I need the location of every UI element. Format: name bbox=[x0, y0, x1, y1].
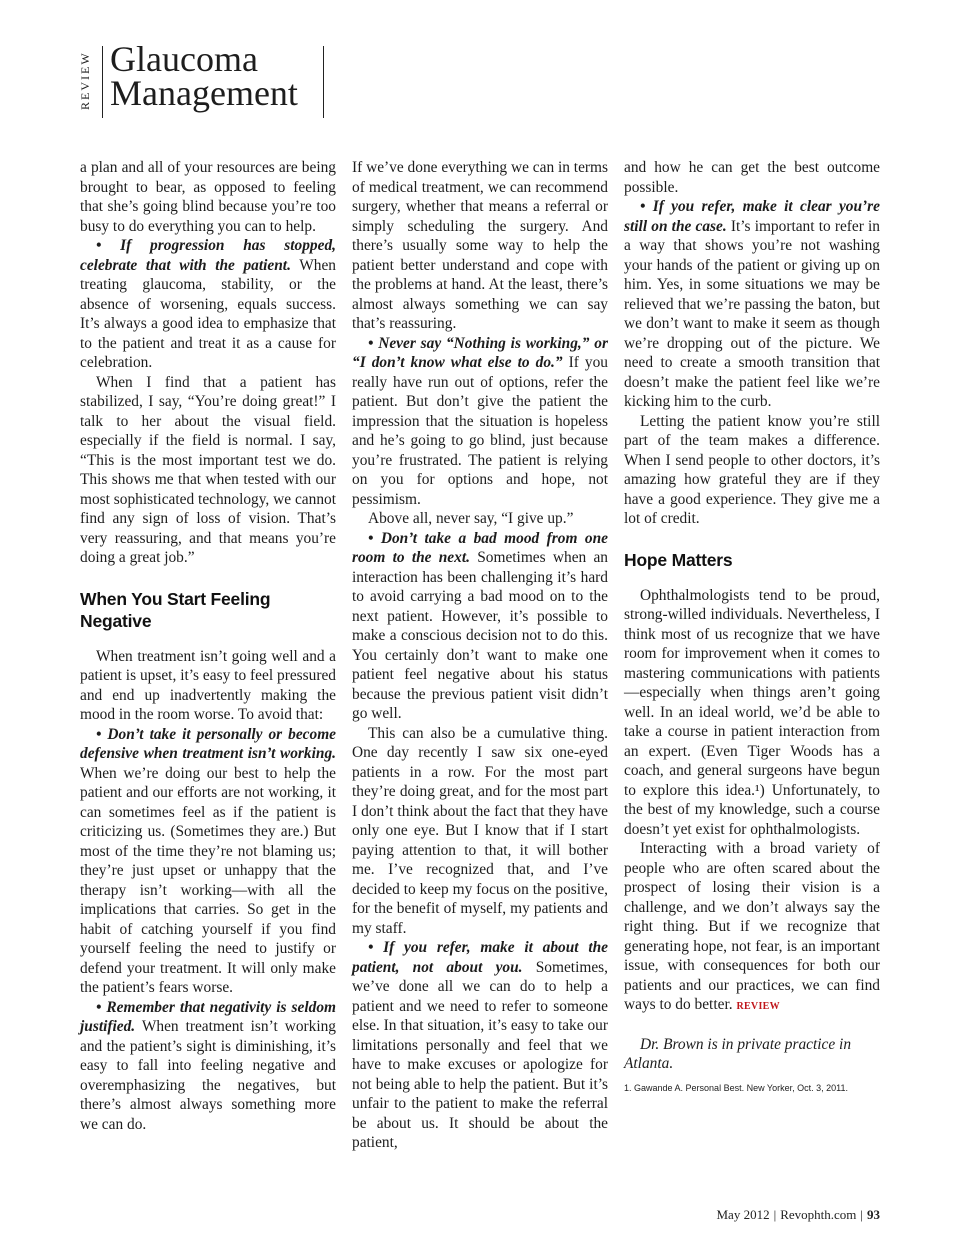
footnote: 1. Gawande A. Personal Best. New Yorker, Oct. 3, 2011. bbox=[624, 1082, 848, 1093]
paragraph-body: Interacting with a broad variety of people who are often scared about the prospect of losing their vision is a challenge, and we don’t always say the right thing. But if we recognize that generating hope, not fear, is an important issue, with consequences for both our patients and our practices, we can find ways to do better. bbox=[624, 840, 880, 1013]
website: Revophth.com bbox=[780, 1207, 857, 1222]
paragraph: and how he can get the best outcome possible. bbox=[624, 159, 880, 196]
author-bio: Dr. Brown is in private practice in Atlanta. bbox=[624, 1035, 852, 1072]
run-in-lead: • If you refer, make it about the patient, not about you. bbox=[352, 939, 608, 976]
column-2 bbox=[352, 158, 608, 1153]
column-1 bbox=[80, 158, 336, 1134]
paragraph bbox=[352, 334, 608, 510]
run-in-lead: • If you refer, make it clear you’re still on the case. bbox=[624, 198, 880, 235]
paragraph: Above all, never say, “I give up.” bbox=[368, 510, 574, 527]
paragraph: Letting the patient know you’re still part of the team makes a difference. When I send people to other doctors, it’s amazing how grateful they are if they have a good experience. They give me a lot of credit. bbox=[624, 412, 880, 527]
paragraph-body: If you really have run out of options, refer the patient. But don’t give the patient the impression that the situation is hopeless and he’s going to go blind, just because you’re frustrated. The patient is relying on you for options and hope, not pessimism. bbox=[352, 354, 608, 508]
paragraph: This can also be a cumulative thing. One day recently I saw six one-eyed patients in a row. For the most part they’re doing great, and for the most part I don’t think about the fact that they have only one eye. But I know that if I start paying attention to that, it will bother me. I’ve recognized that, and I’ve decided to keep my focus on the positive, for the benefit of myself, my patients and my staff. bbox=[352, 724, 608, 937]
run-in-lead: • Remember that negativity is seldom justified. bbox=[80, 998, 336, 1035]
paragraph: When treatment isn’t going well and a patient is upset, it’s easy to feel pressured and end up inadvertently making the mood in the room worse. To avoid that: bbox=[80, 647, 336, 723]
column-3 bbox=[624, 158, 880, 1094]
end-of-article-mark: REVIEW bbox=[736, 1001, 780, 1012]
section-heading: Hope Matters bbox=[624, 549, 733, 570]
paragraph: When I find that a patient has stabilized, I say, “You’re doing great!” I talk to her about the visual field. especially if the field is normal. I say, “This is the most important test we do. This shows me that when tested with our most sophisticated technology, we cannot find any sign of loss of vision. That’s very reassuring, and that means you’re doing a great job.” bbox=[80, 373, 336, 566]
paragraph: If we’ve done everything we can in terms of medical treatment, we can recommend surgery, whether that means a referral or simply scheduling the surgery. And there’s usually some way to help the patient better understand and cope with the problems at hand. At the least, there’s almost always something we can say that’s reassuring. bbox=[352, 159, 608, 332]
paragraph: a plan and all of your resources are being brought to bear, as opposed to feeling that she’s going blind because you’re too busy to do everything you can to help. bbox=[80, 159, 336, 235]
paragraph-body: Sometimes when an interaction has been challenging it’s hard to avoid carrying a bad mood on to the next patient. However, it’s possible to make a conscious decision not to do this. You certainly don’t want to make one patient feel negative about his status because the previous patient visit didn’t go well. bbox=[352, 549, 608, 722]
folio bbox=[717, 1207, 881, 1223]
masthead-rule-left bbox=[102, 46, 103, 118]
masthead-rule-right bbox=[323, 46, 324, 118]
paragraph bbox=[80, 236, 336, 373]
run-in-lead: • Don’t take it personally or become defensive when treatment isn’t working. bbox=[80, 725, 336, 762]
title-line-2: Management bbox=[110, 73, 298, 113]
section-tag: REVIEW bbox=[78, 51, 92, 111]
paragraph-body: Sometimes, we’ve done all we can do to help a patient and we need to refer to someone else. In that situation, it’s easy to take our limitations personally and feel that we have to make excuses or apologize for not being able to help the patient. But it’s unfair to the patient to make the referral be about us. It should be about the patient, bbox=[352, 958, 608, 1151]
page-number: 93 bbox=[867, 1207, 880, 1222]
paragraph bbox=[624, 839, 880, 1017]
paragraph bbox=[352, 938, 608, 1153]
paragraph bbox=[352, 529, 608, 724]
paragraph-body: When treating glaucoma, stability, or the absence of worsening, equals success. It’s always a good idea to emphasize that to the patient and treat it as a cause for celebration. bbox=[80, 256, 336, 371]
paragraph-body: It’s important to refer in a way that shows you’re not washing your hands of the patient or giving up on him. Yes, in some situations we may be relieved that we’re passing the baton, but we don’t want to make it seem as though we’re dropping out of the picture. We need to create a smooth transition that doesn’t make the patient feel like we’re kicking him to the curb. bbox=[624, 217, 880, 410]
folio-separator: | bbox=[860, 1207, 863, 1222]
paragraph-body: When we’re doing our best to help the patient and our efforts are not working, it can sometimes feel as if the patient is criticizing us. (Sometimes they are.) But most of the time they’re not blaming us; they’re just upset or unhappy that the therapy isn’t working—with all the implications that carries. So get in the habit of catching yourself if you find yourself feeling the need to justify or defend your treatment. It will only make the patient’s fears worse. bbox=[80, 764, 336, 996]
run-in-lead: • Never say “Nothing is working,” or “I don’t know what else to do.” bbox=[352, 334, 608, 371]
paragraph bbox=[624, 197, 880, 412]
paragraph bbox=[80, 998, 336, 1135]
title-line-1: Glaucoma bbox=[110, 39, 258, 79]
section-heading: When You Start Feeling Negative bbox=[80, 588, 271, 631]
run-in-lead: • If progression has stopped, celebrate that with the patient. bbox=[80, 237, 336, 274]
paragraph-body: When treatment isn’t working and the patient’s sight is diminishing, it’s easy to fall into feeling negative and overemphasizing the negatives, but there’s almost always something more we can do. bbox=[80, 1018, 336, 1133]
issue-date: May 2012 bbox=[716, 1207, 770, 1222]
paragraph: Ophthalmologists tend to be proud, strong-willed individuals. Nevertheless, I think most of us recognize that we have room for improvement when it comes to mastering communications with patients—especially when things aren’t going well. In an ideal world, we’d be able to take a course in patient interaction from an expert. (Even Tiger Woods has a coach, and general surgeons have begun to explore this idea.¹) Unfortunately, to the best of my knowledge, such a course doesn’t yet exist for ophthalmologists. bbox=[624, 586, 880, 838]
run-in-lead: • Don’t take a bad mood from one room to the next. bbox=[352, 529, 608, 566]
folio-separator: | bbox=[773, 1207, 777, 1222]
paragraph bbox=[80, 725, 336, 998]
page-title bbox=[110, 39, 298, 113]
